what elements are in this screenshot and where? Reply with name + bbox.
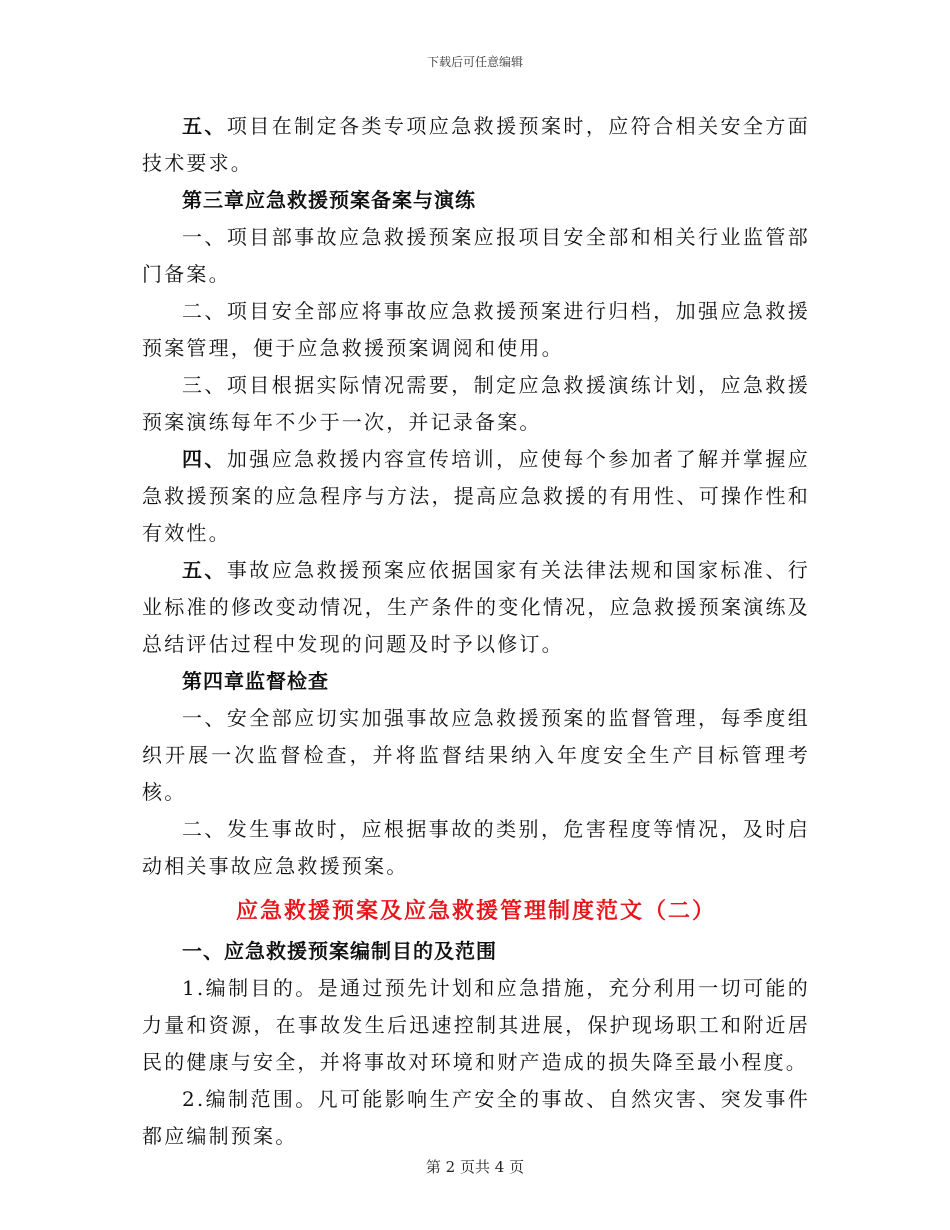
paragraph: 二、项目安全部应将事故应急救援预案进行归档，加强应急救援预案管理，便于应急救援预案调阅和使用。 xyxy=(142,299,810,360)
paragraph: 二、发生事故时，应根据事故的类别，危害程度等情况，及时启动相关事故应急救援预案。 xyxy=(142,817,810,878)
paragraph: 五、事故应急救援预案应依据国家有关法律法规和国家标准、行业标准的修改变动情况，生产条件的变化情况，应急救援预案演练及总结评估过程中发现的问题及时予以修订。 xyxy=(142,558,810,656)
page-header: 下载后可任意编辑 xyxy=(426,55,523,69)
paragraph: 三、项目根据实际情况需要，制定应急救援演练计划，应急救援预案演练每年不少于一次，并记录备案。 xyxy=(142,373,810,434)
paragraph: 四、加强应急救援内容宣传培训，应使每个参加者了解并掌握应急救援预案的应急程序与方法，提高应急救援的有用性、可操作性和有效性。 xyxy=(142,447,810,545)
section-heading: 一、应急救援预案编制目的及范围 xyxy=(182,939,497,963)
chapter-heading: 第四章监督检查 xyxy=(182,669,329,693)
paragraph: 一、安全部应切实加强事故应急救援预案的监督管理，每季度组织开展一次监督检查，并将监督结果纳入年度安全生产目标管理考核。 xyxy=(142,706,810,804)
chapter-heading: 第三章应急救援预案备案与演练 xyxy=(182,188,476,212)
paragraph: 一、项目部事故应急救援预案应报项目安全部和相关行业监管部门备案。 xyxy=(142,225,810,286)
document-body xyxy=(142,108,810,1155)
page-footer: 第 2 页共 4 页 xyxy=(425,1158,525,1176)
section-title: 应急救援预案及应急救援管理制度范文（二） xyxy=(235,898,716,924)
paragraph: 五、项目在制定各类专项应急救援预案时，应符合相关安全方面技术要求。 xyxy=(142,114,810,175)
paragraph: 1.编制目的。是通过预先计划和应急措施，充分利用一切可能的力量和资源，在事故发生后迅速控制其进展，保护现场职工和附近居民的健康与安全，并将事故对环境和财产造成的损失降至最小程度。 xyxy=(142,976,810,1074)
paragraph: 2.编制范围。凡可能影响生产安全的事故、自然灾害、突发事件都应编制预案。 xyxy=(142,1087,810,1148)
